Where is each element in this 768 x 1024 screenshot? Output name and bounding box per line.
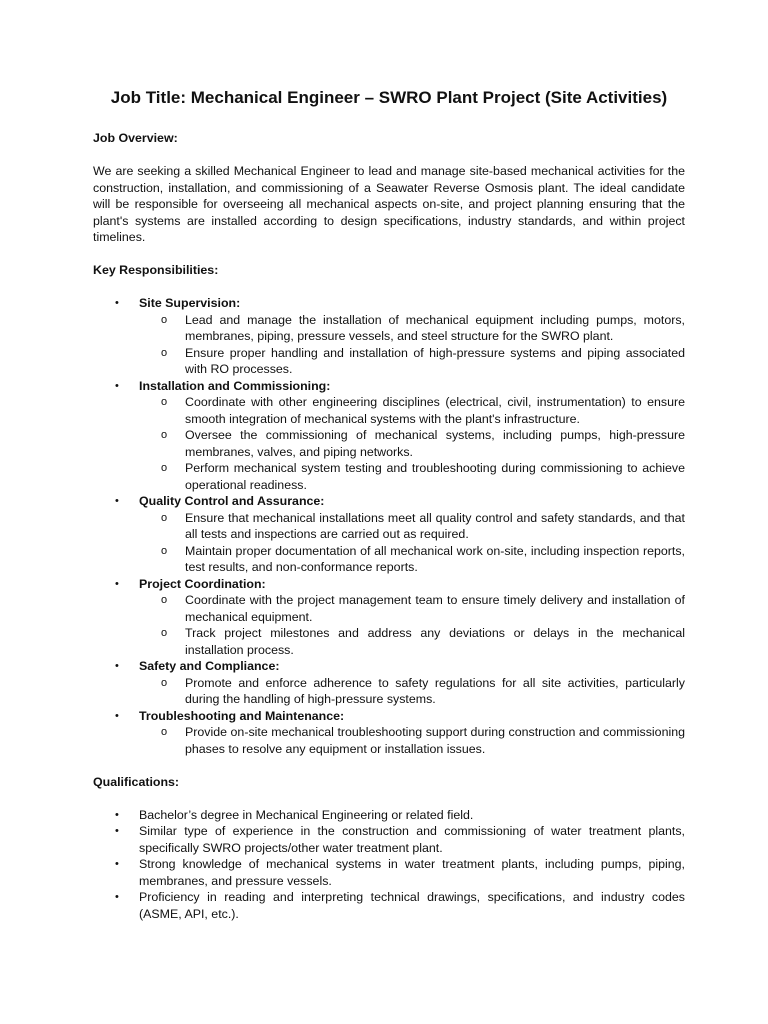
responsibilities-heading: Key Responsibilities:	[93, 263, 219, 277]
sub-bullet-icon: o	[161, 594, 168, 606]
responsibility-section-label: Installation and Commissioning:	[139, 378, 331, 393]
responsibility-item-text: Perform mechanical system testing and troubleshooting during commissioning to achieve operational readiness.	[185, 461, 685, 492]
overview-heading: Job Overview:	[93, 131, 178, 145]
bullet-icon: •	[115, 577, 119, 590]
sub-bullet-icon: o	[161, 627, 168, 639]
qualification-text: Bachelor’s degree in Mechanical Engineering or related field.	[139, 807, 474, 822]
page-title: Job Title: Mechanical Engineer – SWRO Plant Project (Site Activities)	[110, 88, 668, 107]
bullet-icon: •	[115, 825, 119, 837]
responsibility-item	[139, 394, 685, 427]
responsibility-items	[139, 592, 685, 658]
qualifications-heading: Qualifications:	[93, 774, 180, 789]
responsibility-item-text: Lead and manage the installation of mechanical equipment including pumps, motors, membranes, piping, pressure vessels, and steel structure for the SWRO plant.	[185, 312, 685, 343]
responsibility-item	[139, 724, 685, 757]
responsibility-items	[139, 724, 685, 757]
qualification-item	[93, 823, 685, 856]
sub-bullet-icon: o	[161, 313, 168, 326]
responsibility-item-text: Maintain proper documentation of all mechanical work on-site, including inspection reports, test results, and non-conformance reports.	[185, 543, 685, 574]
document-page	[93, 86, 685, 922]
responsibility-section-label: Site Supervision:	[139, 296, 241, 310]
responsibility-item-text: Track project milestones and address any deviations or delays in the mechanical installation process.	[185, 626, 685, 657]
responsibility-items	[139, 510, 685, 576]
responsibility-item-text: Ensure proper handling and installation of high-pressure systems and piping associated with RO processes.	[185, 345, 685, 376]
bullet-icon: •	[115, 858, 119, 870]
qualification-text: Similar type of experience in the construction and commissioning of water treatment plants, specifically SWRO projects/other water treatment plant.	[139, 824, 685, 855]
responsibility-section-label: Troubleshooting and Maintenance:	[139, 708, 345, 723]
qualifications-list	[93, 807, 685, 923]
responsibility-section	[93, 576, 685, 659]
responsibility-items	[139, 394, 685, 493]
responsibility-section-label: Quality Control and Assurance:	[139, 494, 325, 508]
responsibility-section	[93, 658, 685, 708]
responsibility-item	[139, 345, 685, 378]
bullet-icon: •	[115, 379, 119, 392]
sub-bullet-icon: o	[161, 346, 168, 359]
responsibilities-list	[93, 295, 685, 757]
responsibility-item	[139, 543, 685, 576]
responsibility-item	[139, 625, 685, 658]
qualification-item	[93, 856, 685, 889]
responsibility-section-label: Safety and Compliance:	[139, 659, 280, 673]
responsibility-items	[139, 675, 685, 708]
qualification-item	[93, 807, 685, 824]
bullet-icon: •	[115, 709, 119, 722]
sub-bullet-icon: o	[161, 462, 168, 474]
responsibility-item	[139, 460, 685, 493]
sub-bullet-icon: o	[161, 429, 168, 441]
bullet-icon: •	[115, 808, 119, 821]
responsibility-item-text: Ensure that mechanical installations meet all quality control and safety standards, and that all tests and inspections are carried out as required.	[185, 510, 685, 541]
overview-paragraph: We are seeking a skilled Mechanical Engineer to lead and manage site-based mechanical activities for the construction, installation, and commissioning of a Seawater Reverse Osmosis plant. The ideal candidate will be responsible for overseeing all mechanical aspects on-site, and project planning ensuring that the plant's systems are installed according to design specifications, industry standards, and within project timelines.	[93, 164, 685, 244]
qualification-item	[93, 889, 685, 922]
responsibility-section	[93, 708, 685, 758]
responsibility-item-text: Promote and enforce adherence to safety regulations for all site activities, particularly during the handling of high-pressure systems.	[185, 675, 685, 706]
responsibility-section	[93, 295, 685, 378]
sub-bullet-icon: o	[161, 511, 168, 524]
bullet-icon: •	[115, 297, 119, 309]
bullet-icon: •	[115, 495, 119, 507]
qualification-text: Proficiency in reading and interpreting technical drawings, specifications, and industry codes (ASME, API, etc.).	[139, 890, 685, 921]
responsibility-section-label: Project Coordination:	[139, 576, 266, 591]
sub-bullet-icon: o	[161, 396, 168, 408]
responsibility-section	[93, 378, 685, 494]
responsibility-item	[139, 510, 685, 543]
bullet-icon: •	[115, 660, 119, 672]
responsibility-item-text: Coordinate with other engineering disciplines (electrical, civil, instrumentation) to ensure smooth integration of mechanical systems with the plant's infrastructure.	[185, 395, 685, 426]
responsibility-item-text: Coordinate with the project management team to ensure timely delivery and installation of mechanical equipment.	[185, 593, 685, 624]
responsibility-item-text: Oversee the commissioning of mechanical systems, including pumps, high-pressure membranes, valves, and piping networks.	[185, 428, 685, 459]
qualification-text: Strong knowledge of mechanical systems in water treatment plants, including pumps, piping, membranes, and pressure vessels.	[139, 857, 685, 888]
responsibility-item	[139, 427, 685, 460]
sub-bullet-icon: o	[161, 544, 168, 557]
sub-bullet-icon: o	[161, 676, 168, 689]
responsibility-item	[139, 592, 685, 625]
responsibility-section	[93, 493, 685, 576]
sub-bullet-icon: o	[161, 726, 168, 738]
responsibility-item	[139, 312, 685, 345]
bullet-icon: •	[115, 891, 119, 903]
responsibility-item-text: Provide on-site mechanical troubleshooting support during construction and commissioning phases to resolve any equipment or installation issues.	[185, 725, 685, 756]
responsibility-items	[139, 312, 685, 378]
responsibility-item	[139, 675, 685, 708]
